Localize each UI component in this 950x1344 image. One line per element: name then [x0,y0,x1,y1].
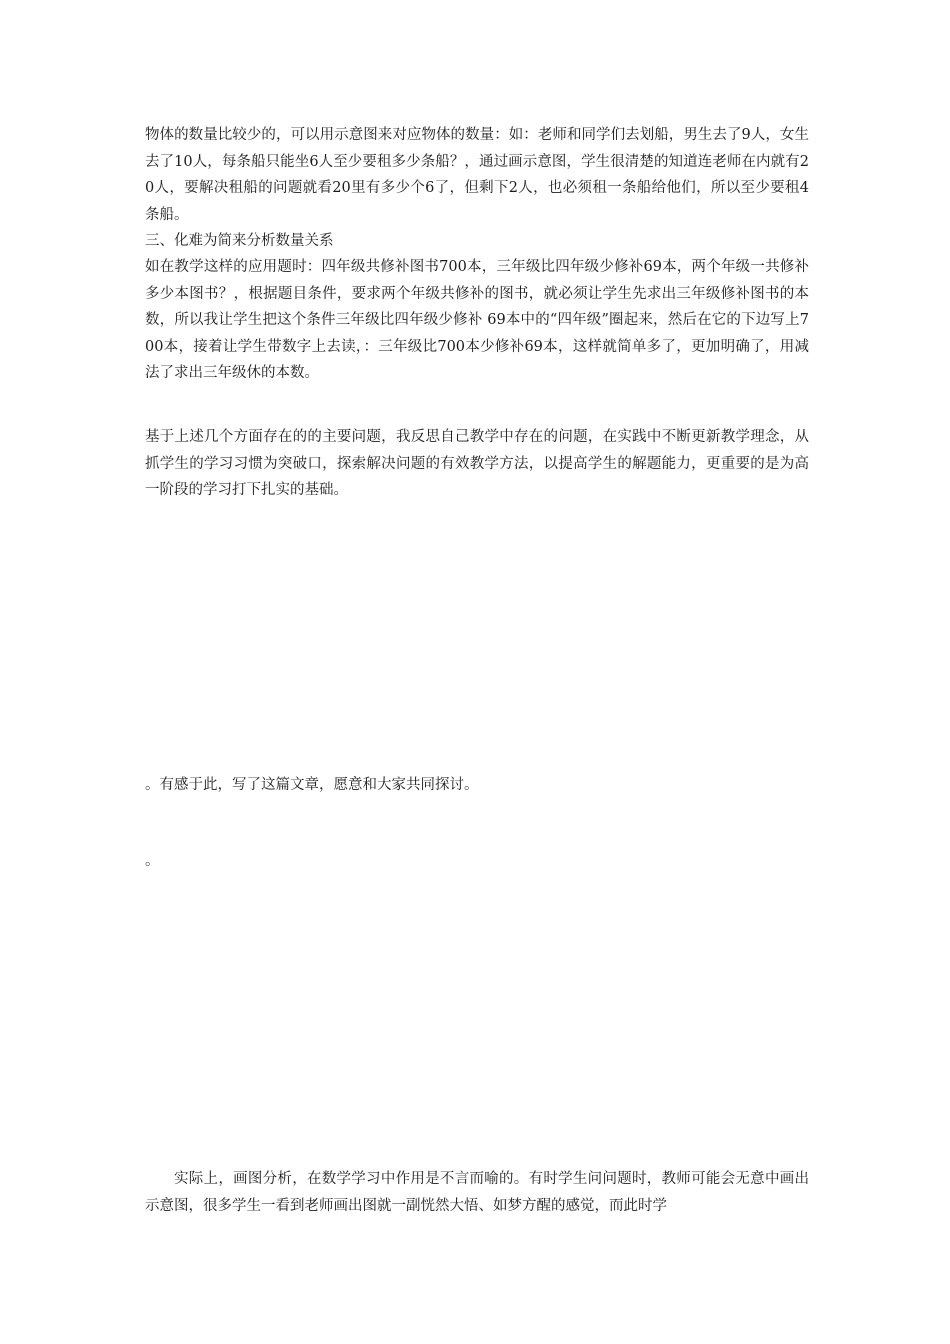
paragraph-library-example: 如在教学这样的应用题时：四年级共修补图书700本，三年级比四年级少修补69本，两个年级一共修补多少本图书？，根据题目条件，要求两个年级共修补的图书，就必须让学生先求出三年级修补图书的本数，所以我让学生把这个条件三年级比四年级少修补 69本中的“四年级”圈起来，然后在它的下边写上700本，接着让学生带数字上去读，：三年级比700本少修补69本，这样就简单多了，更加明确了，用减法了求出三年级休的本数。 [145,259,809,381]
section-heading-3: 三、化难为简来分析数量关系 [145,233,334,249]
paragraph-closing-remark: 。有感于此，写了这篇文章，愿意和大家共同探讨。 [145,777,479,793]
paragraph-drawing-analysis: 实际上，画图分析，在数学学习中作用是不言而喻的。有时学生问问题时，教师可能会无意中画出示意图，很多学生一看到老师画出图就一副恍然大悟、如梦方醒的感觉，而此时学 [145,1171,809,1214]
paragraph-boat-example: 物体的数量比较少的，可以用示意图来对应物体的数量：如：老师和同学们去划船，男生去了9人，女生去了10人，每条船只能坐6人至少要租多少条船？，通过画示意图，学生很清楚的知道连老师在内就有20人，要解决租船的问题就看20里有多少个6了，但剩下2人，也必须租一条船给他们，所以至少要租4条船。 [145,127,809,223]
paragraph-period: 。 [145,853,160,869]
paragraph-reflection: 基于上述几个方面存在的的主要问题，我反思自己教学中存在的问题，在实践中不断更新教学理念，从抓学生的学习习惯为突破口，探索解决问题的有效教学方法，以提高学生的解题能力，更重要的是为高一阶段的学习打下扎实的基础。 [145,429,809,498]
